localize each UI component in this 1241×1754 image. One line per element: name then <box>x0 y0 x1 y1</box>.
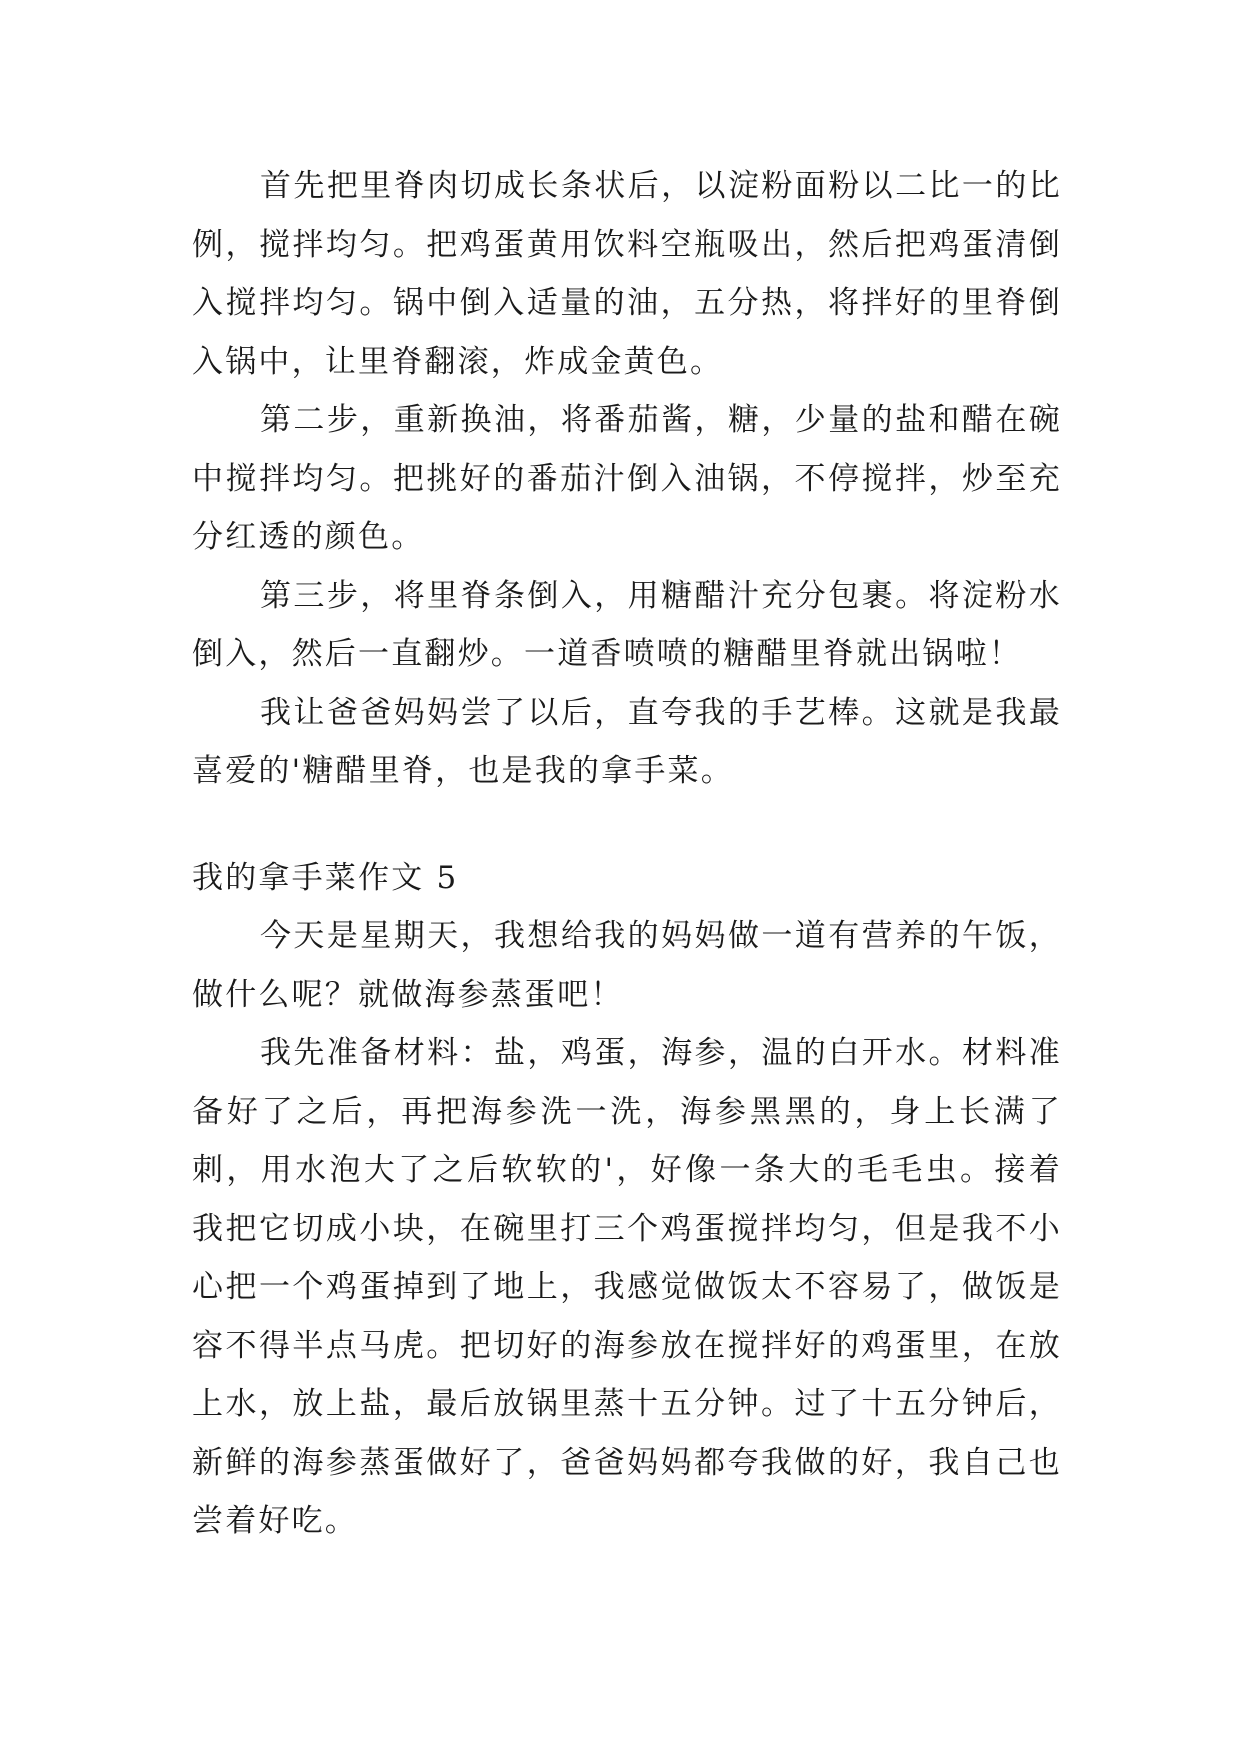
essay-title: 我的拿手菜作文 5 <box>192 859 459 896</box>
paragraph: 我先准备材料：盐，鸡蛋，海参，温的白开水。材料准备好了之后，再把海参洗一洗，海参黑黑的，身上长满了刺，用水泡大了之后软软的'，好像一条大的毛毛虫。接着我把它切成小块，在碗里打三个鸡蛋搅拌均匀，但是我不小心把一个鸡蛋掉到了地上，我感觉做饭太不容易了，做饭是容不得半点马虎。把切好的海参放在搅拌好的鸡蛋里，在放上水，放上盐，最后放锅里蒸十五分钟。过了十五分钟后，新鲜的海参蒸蛋做好了，爸爸妈妈都夸我做的好，我自己也尝着好吃。 <box>192 1035 1062 1539</box>
paragraph: 今天是星期天，我想给我的妈妈做一道有营养的午饭，做什么呢？就做海参蒸蛋吧！ <box>192 918 1062 1013</box>
paragraph: 第三步，将里脊条倒入，用糖醋汁充分包裹。将淀粉水倒入，然后一直翻炒。一道香喷喷的糖醋里脊就出锅啦！ <box>192 577 1062 672</box>
paragraph: 首先把里脊肉切成长条状后，以淀粉面粉以二比一的比例，搅拌均匀。把鸡蛋黄用饮料空瓶吸出，然后把鸡蛋清倒入搅拌均匀。锅中倒入适量的油，五分热，将拌好的里脊倒入锅中，让里脊翻滚，炸成金黄色。 <box>192 168 1062 380</box>
document-body <box>192 157 1062 1551</box>
paragraph: 第二步，重新换油，将番茄酱，糖，少量的盐和醋在碗中搅拌均匀。把挑好的番茄汁倒入油锅，不停搅拌，炒至充分红透的颜色。 <box>192 402 1062 555</box>
paragraph: 我让爸爸妈妈尝了以后，直夸我的手艺棒。这就是我最喜爱的'糖醋里脊，也是我的拿手菜。 <box>192 694 1062 789</box>
